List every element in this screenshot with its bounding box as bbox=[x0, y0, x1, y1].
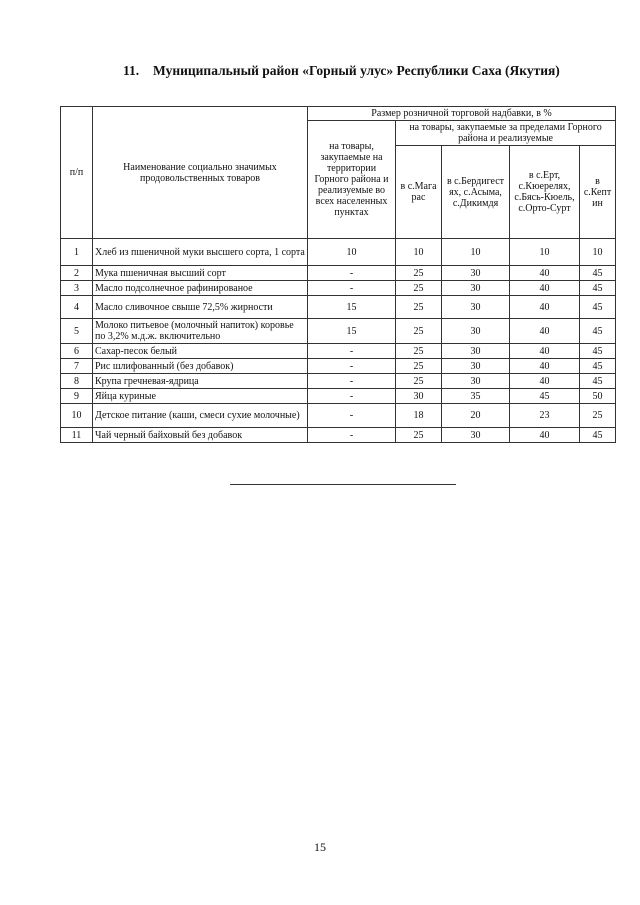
product-name: Крупа гречневая-ядрица bbox=[93, 374, 308, 389]
markup-value: 45 bbox=[580, 281, 616, 296]
markup-value: 20 bbox=[442, 404, 510, 428]
markup-value: 40 bbox=[510, 281, 580, 296]
markup-value: 40 bbox=[510, 374, 580, 389]
markup-value: - bbox=[308, 428, 396, 443]
markup-value: 25 bbox=[396, 344, 442, 359]
markup-value: 45 bbox=[580, 296, 616, 319]
markup-value: 30 bbox=[442, 319, 510, 344]
markup-value: 40 bbox=[510, 296, 580, 319]
markup-value: 50 bbox=[580, 389, 616, 404]
markup-value: 40 bbox=[510, 266, 580, 281]
section-number: 11. bbox=[123, 63, 140, 78]
markup-value: - bbox=[308, 344, 396, 359]
markup-value: 45 bbox=[580, 266, 616, 281]
markup-value: 25 bbox=[580, 404, 616, 428]
markup-value: 25 bbox=[396, 266, 442, 281]
markup-value: 25 bbox=[396, 281, 442, 296]
markup-value: 10 bbox=[308, 239, 396, 266]
markup-value: 30 bbox=[442, 266, 510, 281]
markup-value: 30 bbox=[442, 281, 510, 296]
markup-value: 30 bbox=[442, 374, 510, 389]
row-number: 10 bbox=[61, 404, 93, 428]
product-name: Детское питание (каши, смеси сухие молочные) bbox=[93, 404, 308, 428]
markup-value: 40 bbox=[510, 428, 580, 443]
table-row bbox=[61, 404, 616, 428]
header-sub-4: в с.Кепт ин bbox=[580, 146, 616, 239]
product-name: Хлеб из пшеничной муки высшего сорта, 1 сорта bbox=[93, 239, 308, 266]
table-row bbox=[61, 428, 616, 443]
table-row bbox=[61, 344, 616, 359]
markup-value: 10 bbox=[580, 239, 616, 266]
markup-value: 45 bbox=[580, 374, 616, 389]
row-number: 7 bbox=[61, 359, 93, 374]
markup-value: - bbox=[308, 404, 396, 428]
table-body bbox=[61, 239, 616, 443]
page-number: 15 bbox=[314, 840, 326, 854]
markup-value: 30 bbox=[442, 296, 510, 319]
product-name: Молоко питьевое (молочный напиток) коровье по 3,2% м.д.ж. включительно bbox=[93, 319, 308, 344]
markup-table bbox=[60, 106, 616, 443]
header-outside: на товары, закупаемые за пределами Горного района и реализуемые bbox=[396, 121, 616, 146]
markup-value: 25 bbox=[396, 359, 442, 374]
product-name: Рис шлифованный (без добавок) bbox=[93, 359, 308, 374]
markup-value: 25 bbox=[396, 319, 442, 344]
markup-value: 30 bbox=[442, 359, 510, 374]
header-markup: Размер розничной торговой надбавки, в % bbox=[308, 107, 616, 121]
markup-value: 45 bbox=[580, 428, 616, 443]
row-number: 4 bbox=[61, 296, 93, 319]
markup-value: 15 bbox=[308, 319, 396, 344]
table-row bbox=[61, 239, 616, 266]
markup-value: 35 bbox=[442, 389, 510, 404]
markup-value: 23 bbox=[510, 404, 580, 428]
product-name: Сахар-песок белый bbox=[93, 344, 308, 359]
row-number: 8 bbox=[61, 374, 93, 389]
markup-value: 45 bbox=[510, 389, 580, 404]
row-number: 5 bbox=[61, 319, 93, 344]
row-number: 1 bbox=[61, 239, 93, 266]
markup-value: 30 bbox=[442, 344, 510, 359]
markup-value: 30 bbox=[396, 389, 442, 404]
markup-value: - bbox=[308, 266, 396, 281]
markup-value: 10 bbox=[442, 239, 510, 266]
section-title: Муниципальный район «Горный улус» Республики Саха (Якутия) bbox=[153, 63, 560, 78]
markup-value: - bbox=[308, 374, 396, 389]
markup-value: 25 bbox=[396, 374, 442, 389]
product-name: Яйца куриные bbox=[93, 389, 308, 404]
product-name: Чай черный байховый без добавок bbox=[93, 428, 308, 443]
markup-value: 30 bbox=[442, 428, 510, 443]
markup-value: 25 bbox=[396, 296, 442, 319]
row-number: 9 bbox=[61, 389, 93, 404]
end-rule bbox=[230, 484, 456, 485]
product-name: Масло сливочное свыше 72,5% жирности bbox=[93, 296, 308, 319]
header-name: Наименование социально значимых продовольственных товаров bbox=[93, 107, 308, 239]
markup-value: - bbox=[308, 281, 396, 296]
markup-value: 18 bbox=[396, 404, 442, 428]
markup-value: 40 bbox=[510, 359, 580, 374]
table-row bbox=[61, 374, 616, 389]
row-number: 3 bbox=[61, 281, 93, 296]
header-sub-3: в с.Ерт, с.Кюерелях, с.Бясь-Кюель, с.Орто-Сурт bbox=[510, 146, 580, 239]
header-inside: на товары, закупаемые на территории Горного района и реализуемые во всех населенных пунктах bbox=[308, 121, 396, 239]
markup-value: 10 bbox=[510, 239, 580, 266]
table-row bbox=[61, 281, 616, 296]
markup-value: 45 bbox=[580, 344, 616, 359]
table-row bbox=[61, 319, 616, 344]
markup-value: 40 bbox=[510, 344, 580, 359]
markup-value: 45 bbox=[580, 359, 616, 374]
product-name: Мука пшеничная высший сорт bbox=[93, 266, 308, 281]
markup-value: 15 bbox=[308, 296, 396, 319]
product-name: Масло подсолнечное рафинированое bbox=[93, 281, 308, 296]
header-sub-2: в с.Бердигест ях, с.Асыма, с.Дикимдя bbox=[442, 146, 510, 239]
markup-value: - bbox=[308, 359, 396, 374]
table-row bbox=[61, 359, 616, 374]
header-sub-1: в с.Мага рас bbox=[396, 146, 442, 239]
markup-value: 45 bbox=[580, 319, 616, 344]
row-number: 6 bbox=[61, 344, 93, 359]
table-row bbox=[61, 266, 616, 281]
table-row bbox=[61, 296, 616, 319]
row-number: 2 bbox=[61, 266, 93, 281]
markup-value: 10 bbox=[396, 239, 442, 266]
table-row bbox=[61, 389, 616, 404]
markup-value: 40 bbox=[510, 319, 580, 344]
row-number: 11 bbox=[61, 428, 93, 443]
markup-value: 25 bbox=[396, 428, 442, 443]
markup-value: - bbox=[308, 389, 396, 404]
header-num: п/п bbox=[61, 107, 93, 239]
